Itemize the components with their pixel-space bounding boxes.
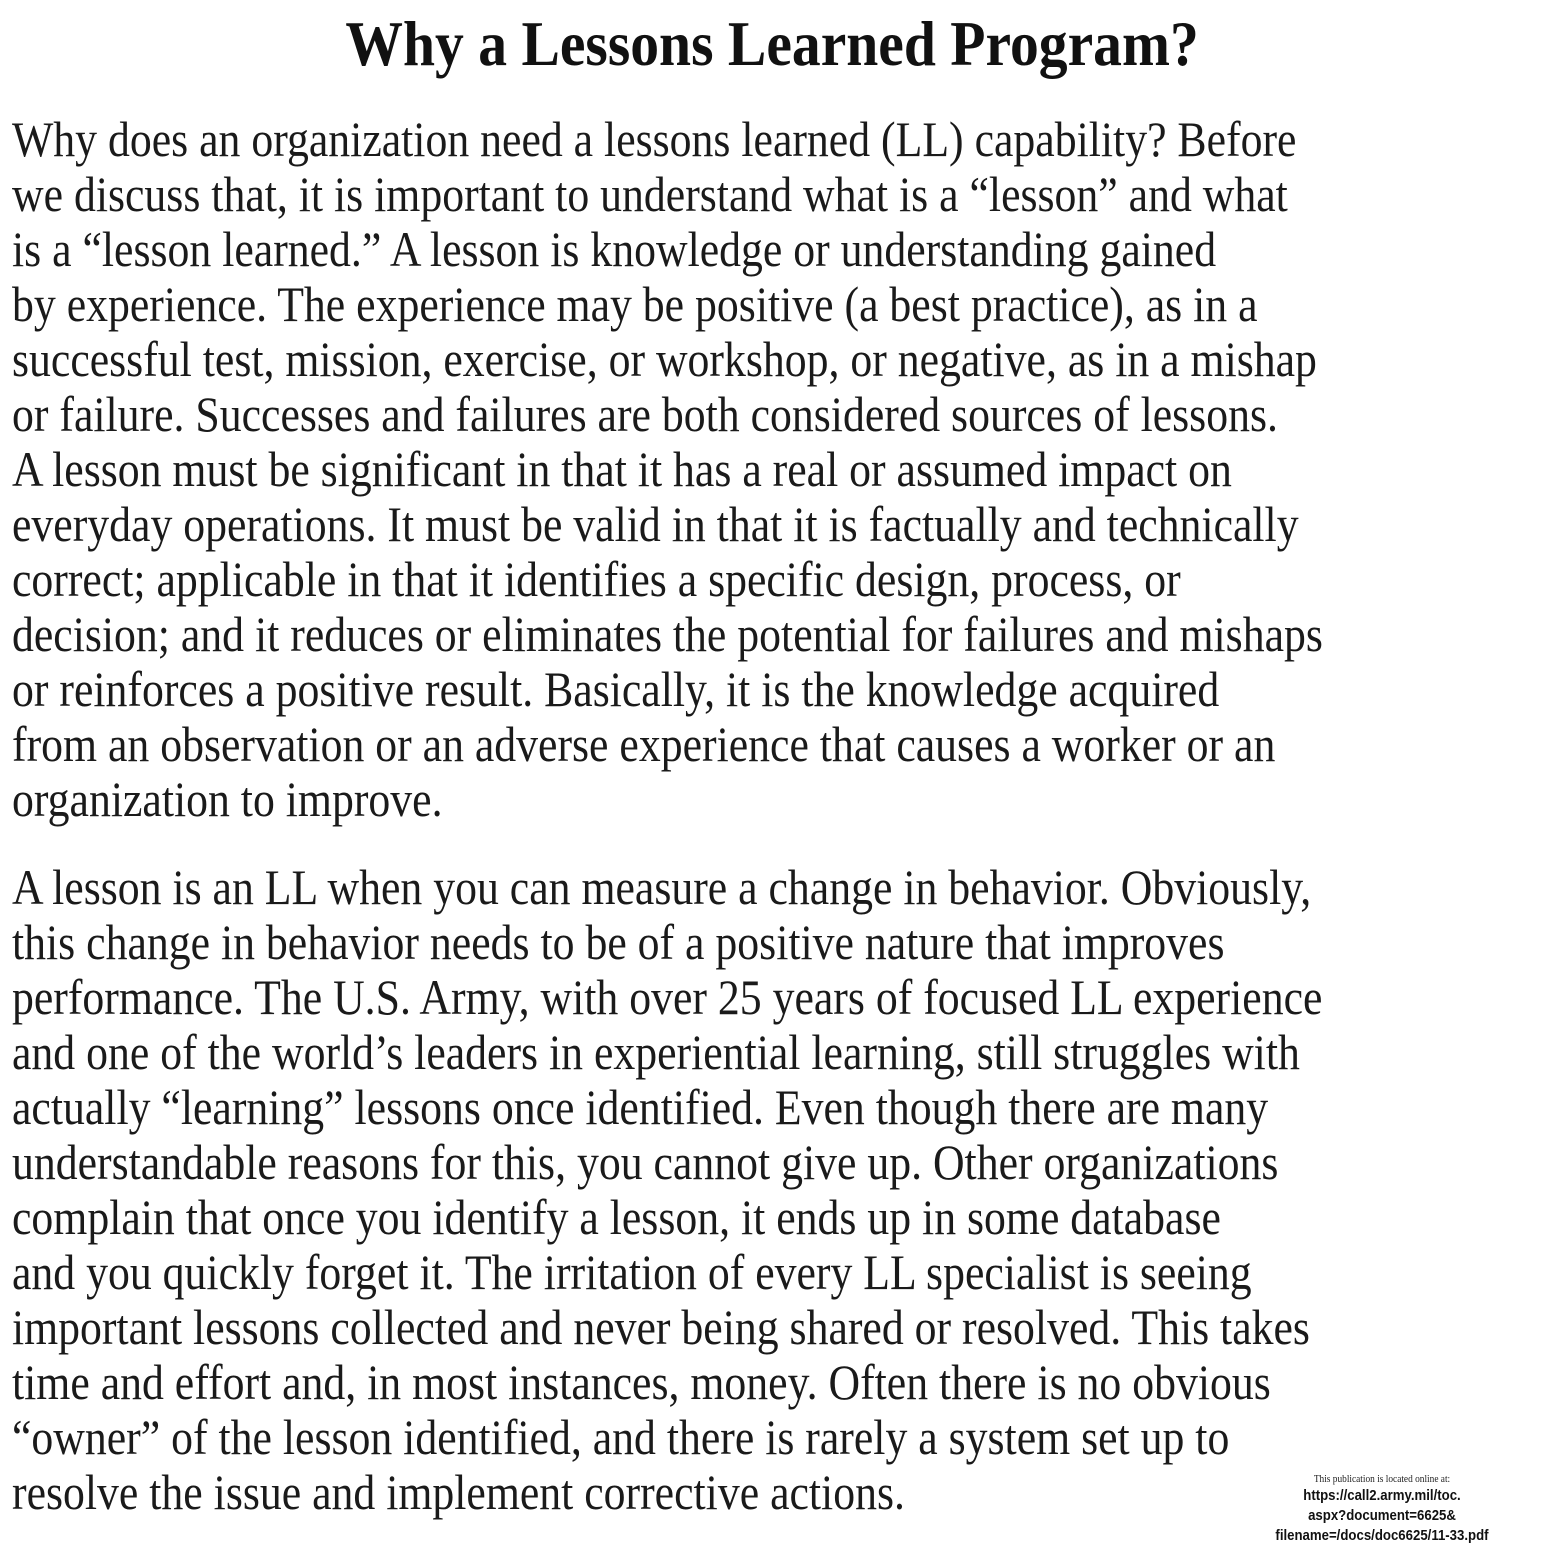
text-line: important lessons collected and never being shared or resolved. This takes	[12, 1299, 1310, 1355]
text-line: A lesson is an LL when you can measure a change in behavior. Obviously,	[12, 859, 1312, 915]
footer-url-line: filename=/docs/doc6625/11-33.pdf	[1275, 1527, 1489, 1544]
text-line: decision; and it reduces or eliminates the potential for failures and mishaps	[12, 606, 1323, 662]
text-line: complain that once you identify a lesson, it ends up in some database	[12, 1189, 1221, 1245]
text-line: “owner” of the lesson identified, and there is rarely a system set up to	[12, 1409, 1230, 1465]
text-line: time and effort and, in most instances, money. Often there is no obvious	[12, 1354, 1271, 1410]
text-line: A lesson must be significant in that it has a real or assumed impact on	[12, 441, 1232, 497]
text-line: actually “learning” lessons once identified. Even though there are many	[12, 1079, 1269, 1135]
publication-footer	[1250, 1472, 1514, 1546]
text-line: successful test, mission, exercise, or workshop, or negative, as in a mishap	[12, 331, 1317, 387]
text-line: from an observation or an adverse experience that causes a worker or an	[12, 716, 1276, 772]
paragraph-2	[12, 860, 1542, 1520]
page-title	[0, 6, 1544, 82]
text-line: correct; applicable in that it identifies a specific design, process, or	[12, 551, 1181, 607]
text-line: and you quickly forget it. The irritation of every LL specialist is seeing	[12, 1244, 1252, 1300]
text-line: organization to improve.	[12, 771, 443, 827]
text-line: Why does an organization need a lessons learned (LL) capability? Before	[12, 111, 1297, 167]
text-line: and one of the world’s leaders in experiential learning, still struggles with	[12, 1024, 1300, 1080]
text-line: everyday operations. It must be valid in that it is factually and technically	[12, 496, 1299, 552]
paragraph-1	[12, 112, 1542, 827]
text-line: this change in behavior needs to be of a positive nature that improves	[12, 914, 1225, 970]
text-line: by experience. The experience may be positive (a best practice), as in a	[12, 276, 1258, 332]
text-line: we discuss that, it is important to understand what is a “lesson” and what	[12, 166, 1288, 222]
footer-note: This publication is located online at:	[1313, 1473, 1451, 1485]
footer-url-line: https://call2.army.mil/toc.	[1303, 1487, 1461, 1504]
text-line: or reinforces a positive result. Basically, it is the knowledge acquired	[12, 661, 1220, 717]
text-line: understandable reasons for this, you cannot give up. Other organizations	[12, 1134, 1279, 1190]
text-line: performance. The U.S. Army, with over 25 years of focused LL experience	[12, 969, 1323, 1025]
footer-url-line: aspx?document=6625&	[1308, 1507, 1456, 1524]
text-line: resolve the issue and implement corrective actions.	[12, 1464, 905, 1520]
text-line: is a “lesson learned.” A lesson is knowledge or understanding gained	[12, 221, 1217, 277]
page-title-text: Why a Lessons Learned Program?	[345, 8, 1199, 79]
text-line: or failure. Successes and failures are both considered sources of lessons.	[12, 386, 1278, 442]
